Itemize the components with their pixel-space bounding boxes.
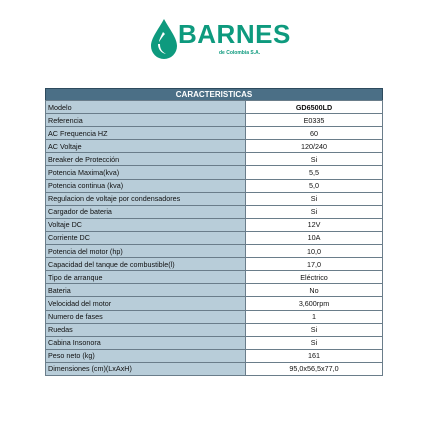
table-row xyxy=(46,166,383,179)
spec-value: 120/240 xyxy=(246,140,383,153)
spec-label: Potencia Maxima(kva) xyxy=(46,166,246,179)
table-row xyxy=(46,258,383,271)
spec-value: 1 xyxy=(246,310,383,323)
spec-label: Velocidad del motor xyxy=(46,297,246,310)
spec-label: Cargador de bateria xyxy=(46,205,246,218)
spec-label: Modelo xyxy=(46,101,246,114)
spec-value: GD6500LD xyxy=(246,101,383,114)
spec-label: Capacidad del tanque de combustible(l) xyxy=(46,258,246,271)
spec-label: Potencia continua (kva) xyxy=(46,179,246,192)
spec-label: Bateria xyxy=(46,284,246,297)
spec-value: 17,0 xyxy=(246,258,383,271)
table-row xyxy=(46,205,383,218)
table-row xyxy=(46,284,383,297)
brand-subtitle: de Colombia S.A. xyxy=(219,50,261,56)
specs-table xyxy=(45,88,383,376)
brand-name: BARNES xyxy=(178,19,291,49)
spec-label: AC Frequencia HZ xyxy=(46,127,246,140)
spec-label: Ruedas xyxy=(46,323,246,336)
table-row xyxy=(46,218,383,231)
table-row xyxy=(46,271,383,284)
table-row xyxy=(46,101,383,114)
spec-value: 12V xyxy=(246,218,383,231)
brand-logo xyxy=(149,18,289,62)
spec-value: 5,0 xyxy=(246,179,383,192)
spec-label: Breaker de Protección xyxy=(46,153,246,166)
spec-label: AC Voltaje xyxy=(46,140,246,153)
table-row xyxy=(46,153,383,166)
table-row xyxy=(46,336,383,349)
spec-label: Voltaje DC xyxy=(46,218,246,231)
table-title: CARACTERISTICAS xyxy=(45,88,383,100)
table-row xyxy=(46,127,383,140)
table-row xyxy=(46,140,383,153)
spec-value: Si xyxy=(246,192,383,205)
spec-label: Potencia del motor (hp) xyxy=(46,245,246,258)
spec-value: 161 xyxy=(246,349,383,362)
spec-label: Cabina Insonora xyxy=(46,336,246,349)
table-row xyxy=(46,362,383,375)
table-row xyxy=(46,231,383,244)
table-row xyxy=(46,310,383,323)
table-row xyxy=(46,245,383,258)
spec-value: Si xyxy=(246,205,383,218)
spec-value: No xyxy=(246,284,383,297)
spec-label: Referencia xyxy=(46,114,246,127)
table-row xyxy=(46,297,383,310)
spec-label: Tipo de arranque xyxy=(46,271,246,284)
spec-label: Dimensiones (cm)(LxAxH) xyxy=(46,362,246,375)
spec-value: E0335 xyxy=(246,114,383,127)
spec-label: Peso neto (kg) xyxy=(46,349,246,362)
spec-value: Eléctrico xyxy=(246,271,383,284)
specs-grid xyxy=(45,100,383,376)
spec-label: Numero de fases xyxy=(46,310,246,323)
spec-value: 10,0 xyxy=(246,245,383,258)
table-row xyxy=(46,114,383,127)
spec-value: Si xyxy=(246,323,383,336)
spec-label: Regulacion de voltaje por condensadores xyxy=(46,192,246,205)
spec-value: 10A xyxy=(246,231,383,244)
table-row xyxy=(46,179,383,192)
spec-value: Si xyxy=(246,336,383,349)
spec-value: 95,0x56,5x77,0 xyxy=(246,362,383,375)
spec-value: 5,5 xyxy=(246,166,383,179)
spec-label: Corriente DC xyxy=(46,231,246,244)
spec-value: Si xyxy=(246,153,383,166)
table-row xyxy=(46,349,383,362)
table-row xyxy=(46,192,383,205)
spec-value: 3,600rpm xyxy=(246,297,383,310)
spec-value: 60 xyxy=(246,127,383,140)
table-row xyxy=(46,323,383,336)
water-drop-icon xyxy=(149,18,179,60)
